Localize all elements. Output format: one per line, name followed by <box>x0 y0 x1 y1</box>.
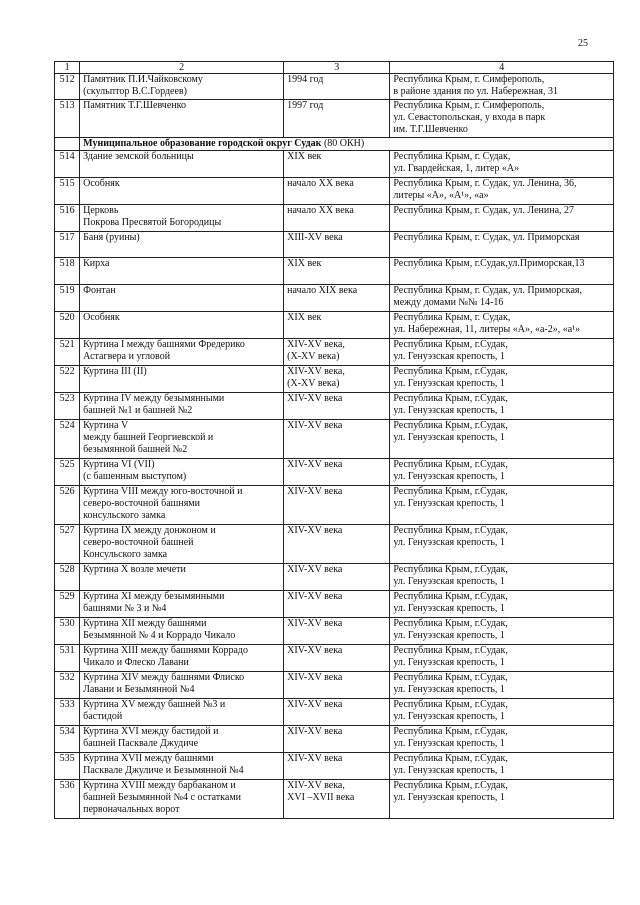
cell-line: Памятник П.И.Чайковскому <box>83 74 203 85</box>
column-header-1: 1 <box>55 62 80 74</box>
table-row <box>55 753 614 780</box>
cell-line: Куртина XIV между башнями Флиско <box>83 672 245 683</box>
row-number-cell: 524 <box>55 420 80 459</box>
table-row <box>55 178 614 205</box>
address-cell <box>390 486 614 525</box>
cell-line: (X-XV века) <box>287 378 340 389</box>
object-name-cell <box>80 618 284 645</box>
cell-line: Памятник Т.Г.Шевченко <box>83 100 186 111</box>
section-title: Муниципальное образование городской округ Судак <box>83 138 322 149</box>
cell-line: Куртина X возле мечети <box>83 564 186 575</box>
cell-line: Куртина IX между донжоном и <box>83 525 216 536</box>
date-cell <box>284 780 390 819</box>
cell-line: ул. Генуэзская крепость, 1 <box>393 537 505 548</box>
row-number-cell: 512 <box>55 74 80 100</box>
table-row <box>55 339 614 366</box>
rows-simferopol <box>55 74 614 138</box>
cell-line: ул. Генуэзская крепость, 1 <box>393 792 505 803</box>
table-row <box>55 699 614 726</box>
object-name-cell <box>80 780 284 819</box>
heritage-registry-table <box>54 61 614 819</box>
row-number-cell: 516 <box>55 205 80 232</box>
cell-line: Республика Крым, г.Судак, <box>393 618 508 629</box>
date-cell <box>284 151 390 178</box>
cell-line: 1997 год <box>287 100 324 111</box>
cell-line: начало XX века <box>287 178 354 189</box>
date-cell <box>284 339 390 366</box>
cell-line: XIV-XV века <box>287 564 343 575</box>
cell-line: Пасквале Джуличе и Безымянной №4 <box>83 765 244 776</box>
cell-line: Здание земской больницы <box>83 151 194 162</box>
table-row <box>55 74 614 100</box>
cell-line: Куртина VI (VII) <box>83 459 155 470</box>
date-cell <box>284 232 390 258</box>
date-cell <box>284 74 390 100</box>
cell-line: Республика Крым, г.Судак, <box>393 420 508 431</box>
cell-line: XIX век <box>287 312 322 323</box>
address-cell <box>390 726 614 753</box>
row-number-cell: 530 <box>55 618 80 645</box>
cell-line: XIV-XV века, <box>287 366 345 377</box>
address-cell <box>390 699 614 726</box>
cell-line: Куртина V <box>83 420 129 431</box>
cell-line: Республика Крым, г.Судак, <box>393 699 508 710</box>
table-row <box>55 486 614 525</box>
cell-line: башней №1 и башней №2 <box>83 405 193 416</box>
cell-line: XIX век <box>287 258 322 269</box>
table-row <box>55 645 614 672</box>
date-cell <box>284 285 390 312</box>
object-name-cell <box>80 285 284 312</box>
cell-line: Фонтан <box>83 285 116 296</box>
date-cell <box>284 486 390 525</box>
table-row <box>55 232 614 258</box>
object-name-cell <box>80 100 284 138</box>
cell-line: (с башенным выступом) <box>83 471 187 482</box>
cell-line: Куртина XII между башнями <box>83 618 207 629</box>
row-number-cell: 519 <box>55 285 80 312</box>
table-row <box>55 100 614 138</box>
cell-line: Безымянной № 4 и Коррадо Чикало <box>83 630 236 641</box>
date-cell <box>284 393 390 420</box>
cell-line: Куртина VIII между юго-восточной и <box>83 486 243 497</box>
object-name-cell <box>80 726 284 753</box>
cell-line: XIV-XV века <box>287 459 343 470</box>
cell-line: XIV-XV века, <box>287 780 345 791</box>
cell-line: XIV-XV века <box>287 486 343 497</box>
object-name-cell <box>80 232 284 258</box>
date-cell <box>284 100 390 138</box>
cell-line: Республика Крым, г. Судак, ул. Ленина, 36, <box>393 178 577 189</box>
row-number-cell: 518 <box>55 258 80 285</box>
cell-line: начало XX века <box>287 205 354 216</box>
row-number-cell: 521 <box>55 339 80 366</box>
cell-line: Куртина III (II) <box>83 366 147 377</box>
row-number-cell: 514 <box>55 151 80 178</box>
address-cell <box>390 780 614 819</box>
cell-line: XIV-XV века <box>287 726 343 737</box>
table-row <box>55 285 614 312</box>
row-number-cell: 529 <box>55 591 80 618</box>
date-cell <box>284 420 390 459</box>
rows-sudak <box>55 151 614 819</box>
table-row <box>55 151 614 178</box>
cell-line: XIV-XV века <box>287 420 343 431</box>
cell-line: ул. Генуэзская крепость, 1 <box>393 378 505 389</box>
date-cell <box>284 459 390 486</box>
cell-line: им. Т.Г.Шевченко <box>393 124 468 135</box>
date-cell <box>284 258 390 285</box>
row-number-cell: 536 <box>55 780 80 819</box>
cell-line: Республика Крым, г. Судак, <box>393 312 511 323</box>
cell-line: Куртина XVII между башнями <box>83 753 214 764</box>
address-cell <box>390 366 614 393</box>
cell-line: ул. Генуэзская крепость, 1 <box>393 351 505 362</box>
date-cell <box>284 564 390 591</box>
address-cell <box>390 178 614 205</box>
cell-line: XIV-XV века <box>287 699 343 710</box>
cell-line: между башней Георгиевской и <box>83 432 214 443</box>
cell-line: бастидой <box>83 711 123 722</box>
section-title-cell <box>80 138 614 151</box>
cell-line: ул. Генуэзская крепость, 1 <box>393 603 505 614</box>
cell-line: XIV-XV века <box>287 591 343 602</box>
cell-line: безымянной башней №2 <box>83 444 188 455</box>
table-row <box>55 591 614 618</box>
cell-line: Кирха <box>83 258 110 269</box>
row-number-cell: 535 <box>55 753 80 780</box>
cell-line: Республика Крым, г.Судак, <box>393 780 508 791</box>
row-number-cell: 520 <box>55 312 80 339</box>
date-cell <box>284 178 390 205</box>
cell-line: Республика Крым, г. Судак, <box>393 151 511 162</box>
object-name-cell <box>80 591 284 618</box>
object-name-cell <box>80 366 284 393</box>
cell-line: ул. Генуэзская крепость, 1 <box>393 657 505 668</box>
cell-line: башнями № 3 и №4 <box>83 603 167 614</box>
section-header-row <box>55 138 614 151</box>
row-number-cell: 517 <box>55 232 80 258</box>
table-row <box>55 366 614 393</box>
cell-line: в районе здания по ул. Набережная, 31 <box>393 86 558 97</box>
table-row <box>55 525 614 564</box>
object-name-cell <box>80 699 284 726</box>
object-name-cell <box>80 459 284 486</box>
address-cell <box>390 393 614 420</box>
cell-line: Республика Крым, г.Судак, <box>393 486 508 497</box>
cell-line: XIV-XV века <box>287 672 343 683</box>
cell-line: ул. Севастопольская, у входа в парк <box>393 112 546 123</box>
cell-line: XVI –XVII века <box>287 792 355 803</box>
cell-line: Республика Крым, г.Судак, <box>393 459 508 470</box>
row-number-cell: 515 <box>55 178 80 205</box>
date-cell <box>284 618 390 645</box>
object-name-cell <box>80 672 284 699</box>
cell-line: Республика Крым, г.Судак, <box>393 672 508 683</box>
date-cell <box>284 726 390 753</box>
cell-line: (скульптор В.С.Гордеев) <box>83 86 187 97</box>
cell-line: XIV-XV века <box>287 645 343 656</box>
page-number: 25 <box>578 38 588 49</box>
cell-line: первоначальных ворот <box>83 804 180 815</box>
address-cell <box>390 753 614 780</box>
cell-line: XIII-XV века <box>287 232 343 243</box>
cell-line: ул. Генуэзская крепость, 1 <box>393 630 505 641</box>
table-row <box>55 205 614 232</box>
cell-line: Куртина IV между безымянными <box>83 393 225 404</box>
address-cell <box>390 232 614 258</box>
cell-line: между домами №№ 14-16 <box>393 297 504 308</box>
section-block <box>55 138 614 151</box>
cell-line: ул. Генуэзская крепость, 1 <box>393 684 505 695</box>
cell-line: Особняк <box>83 312 120 323</box>
cell-line: Республика Крым, г.Судак, <box>393 591 508 602</box>
cell-line: Республика Крым, г. Судак, ул. Ленина, 27 <box>393 205 575 216</box>
cell-line: ул. Набережная, 11, литеры «А», «а-2», «а¹» <box>393 324 581 335</box>
section-count: (80 ОКН) <box>321 138 365 149</box>
address-cell <box>390 420 614 459</box>
address-cell <box>390 205 614 232</box>
object-name-cell <box>80 151 284 178</box>
address-cell <box>390 645 614 672</box>
address-cell <box>390 525 614 564</box>
cell-line: Куртина I между башнями Фредерико <box>83 339 245 350</box>
table-row <box>55 393 614 420</box>
cell-line: ул. Генуэзская крепость, 1 <box>393 765 505 776</box>
date-cell <box>284 672 390 699</box>
cell-line: начало XIX века <box>287 285 358 296</box>
cell-line: Республика Крым, г. Симферополь, <box>393 100 545 111</box>
address-cell <box>390 285 614 312</box>
date-cell <box>284 699 390 726</box>
cell-line: Республика Крым, г.Судак,ул.Приморская,13 <box>393 258 585 269</box>
cell-line: ул. Гвардейская, 1, литер «А» <box>393 163 520 174</box>
cell-line: ул. Генуэзская крепость, 1 <box>393 405 505 416</box>
address-cell <box>390 564 614 591</box>
object-name-cell <box>80 564 284 591</box>
cell-line: северо-восточной башней <box>83 537 194 548</box>
date-cell <box>284 591 390 618</box>
cell-line: (X-XV века) <box>287 351 340 362</box>
cell-line: ул. Генуэзская крепость, 1 <box>393 738 505 749</box>
address-cell <box>390 100 614 138</box>
row-number-cell: 532 <box>55 672 80 699</box>
row-number-cell: 531 <box>55 645 80 672</box>
cell-line: ул. Генуэзская крепость, 1 <box>393 711 505 722</box>
row-number-cell: 534 <box>55 726 80 753</box>
address-cell <box>390 312 614 339</box>
date-cell <box>284 205 390 232</box>
column-header-3: 3 <box>284 62 390 74</box>
row-number-cell: 533 <box>55 699 80 726</box>
object-name-cell <box>80 74 284 100</box>
table-row <box>55 459 614 486</box>
table-row <box>55 312 614 339</box>
cell-line: Куртина XVIII между барбаканом и <box>83 780 236 791</box>
cell-line: северо-восточной башнями <box>83 498 200 509</box>
cell-line: Республика Крым, г.Судак, <box>393 525 508 536</box>
object-name-cell <box>80 486 284 525</box>
cell-line: Республика Крым, г.Судак, <box>393 339 508 350</box>
cell-line: XIV-XV века <box>287 525 343 536</box>
object-name-cell <box>80 525 284 564</box>
row-number-cell: 528 <box>55 564 80 591</box>
cell-line: Республика Крым, г. Судак, ул. Приморская, <box>393 285 582 296</box>
cell-line: Церковь <box>83 205 119 216</box>
date-cell <box>284 312 390 339</box>
cell-line: Республика Крым, г. Судак, ул. Приморская <box>393 232 580 243</box>
row-number-cell: 526 <box>55 486 80 525</box>
cell-line: литеры «А», «А¹», «а» <box>393 190 489 201</box>
cell-line: Куртина XI между безымянными <box>83 591 225 602</box>
cell-line: Покрова Пресвятой Богородицы <box>83 217 222 228</box>
table-row <box>55 618 614 645</box>
row-number-cell: 513 <box>55 100 80 138</box>
cell-line: башней Безымянной №4 с остатками <box>83 792 241 803</box>
address-cell <box>390 258 614 285</box>
table-row <box>55 564 614 591</box>
cell-line: XIV-XV века <box>287 393 343 404</box>
date-cell <box>284 366 390 393</box>
row-number-cell: 523 <box>55 393 80 420</box>
cell-line: XIV-XV века <box>287 753 343 764</box>
address-cell <box>390 339 614 366</box>
address-cell <box>390 591 614 618</box>
address-cell <box>390 672 614 699</box>
cell-line: XIV-XV века, <box>287 339 345 350</box>
cell-line: 1994 год <box>287 74 324 85</box>
cell-line: Куртина XV между башней №3 и <box>83 699 226 710</box>
column-number-row <box>55 62 614 74</box>
table-row <box>55 258 614 285</box>
cell-line: Консульского замка <box>83 549 168 560</box>
cell-line: Республика Крым, г.Судак, <box>393 366 508 377</box>
address-cell <box>390 151 614 178</box>
object-name-cell <box>80 393 284 420</box>
object-name-cell <box>80 258 284 285</box>
address-cell <box>390 459 614 486</box>
cell-line: Республика Крым, г.Судак, <box>393 726 508 737</box>
cell-line: консульского замка <box>83 510 166 521</box>
cell-line: ул. Генуэзская крепость, 1 <box>393 432 505 443</box>
object-name-cell <box>80 420 284 459</box>
cell-line: Республика Крым, г. Симферополь, <box>393 74 545 85</box>
table-row <box>55 726 614 753</box>
cell-line: Республика Крым, г.Судак, <box>393 564 508 575</box>
cell-line: ул. Генуэзская крепость, 1 <box>393 576 505 587</box>
object-name-cell <box>80 205 284 232</box>
cell-line: Чикало и Флеско Лавани <box>83 657 189 668</box>
cell-line: ул. Генуэзская крепость, 1 <box>393 498 505 509</box>
cell-line: Республика Крым, г.Судак, <box>393 393 508 404</box>
date-cell <box>284 753 390 780</box>
address-cell <box>390 618 614 645</box>
cell-line: Куртина XVI между бастидой и <box>83 726 219 737</box>
address-cell <box>390 74 614 100</box>
table-row <box>55 420 614 459</box>
table-row <box>55 780 614 819</box>
object-name-cell <box>80 178 284 205</box>
row-number-cell: 525 <box>55 459 80 486</box>
cell-line: ул. Генуэзская крепость, 1 <box>393 471 505 482</box>
cell-line: Лавани и Безымянной №4 <box>83 684 195 695</box>
column-header-4: 4 <box>390 62 614 74</box>
cell-line: башней Пасквале Джудиче <box>83 738 199 749</box>
cell-line: Республика Крым, г.Судак, <box>393 753 508 764</box>
cell-line: Куртина XIII между башнями Коррадо <box>83 645 248 656</box>
cell-line: XIV-XV века <box>287 618 343 629</box>
object-name-cell <box>80 753 284 780</box>
section-empty-cell <box>55 138 80 151</box>
cell-line: XIX век <box>287 151 322 162</box>
object-name-cell <box>80 339 284 366</box>
cell-line: Особняк <box>83 178 120 189</box>
object-name-cell <box>80 645 284 672</box>
cell-line: Астагвера и угловой <box>83 351 171 362</box>
object-name-cell <box>80 312 284 339</box>
row-number-cell: 522 <box>55 366 80 393</box>
date-cell <box>284 645 390 672</box>
row-number-cell: 527 <box>55 525 80 564</box>
table-row <box>55 672 614 699</box>
date-cell <box>284 525 390 564</box>
cell-line: Республика Крым, г.Судак, <box>393 645 508 656</box>
column-header-2: 2 <box>80 62 284 74</box>
cell-line: Баня (руины) <box>83 232 140 243</box>
